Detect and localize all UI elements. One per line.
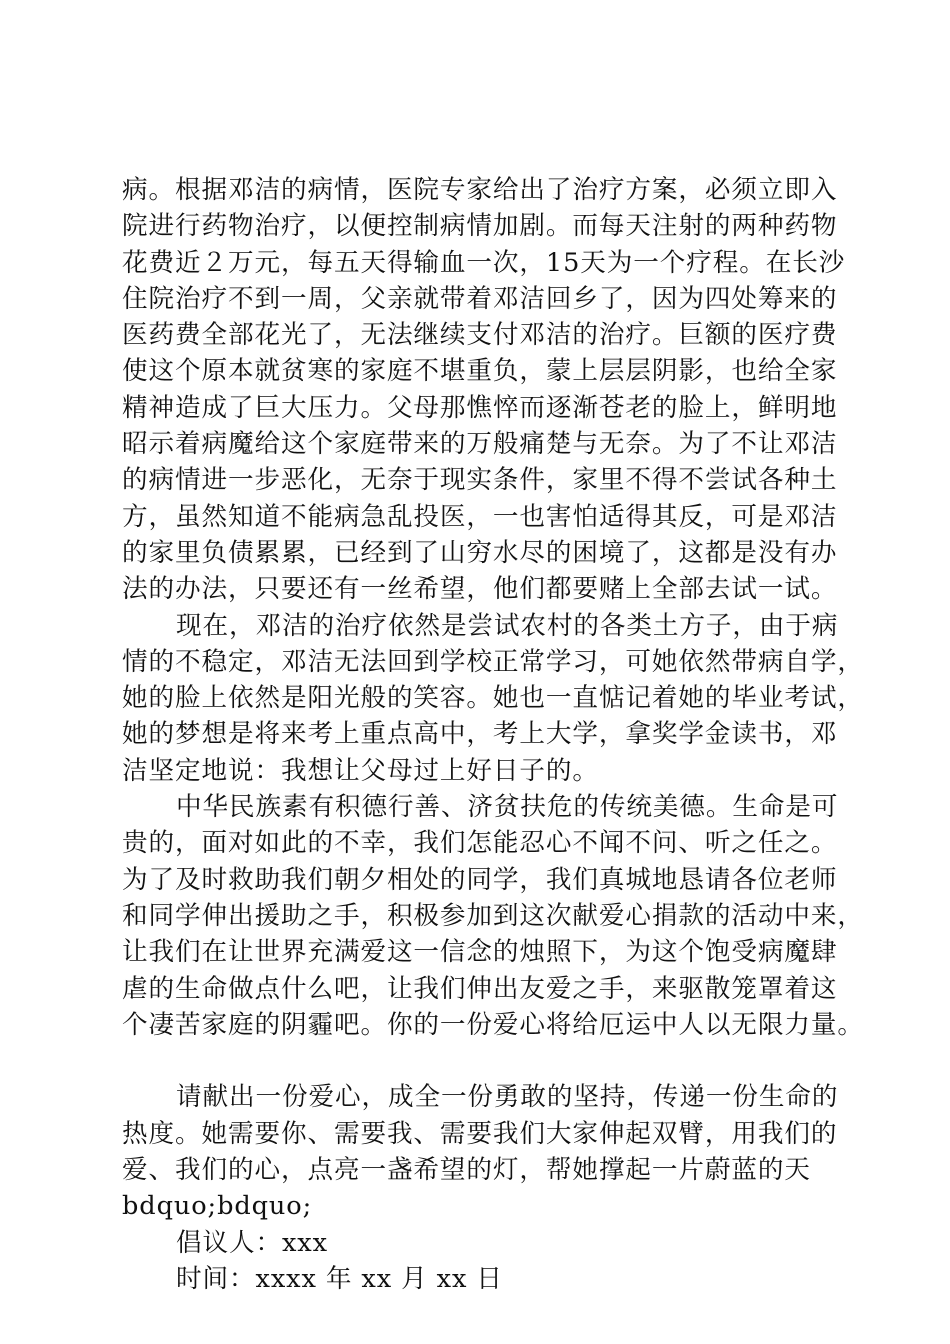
text-line: 热度。她需要你、需要我、需要我们大家伸起双臂，用我们的 <box>122 1118 838 1149</box>
document-body <box>122 172 864 1297</box>
text-line: 昭示着病魔给这个家庭带来的万般痛楚与无奈。为了不让邓洁 <box>122 429 838 460</box>
paragraph-1 <box>122 172 848 608</box>
text-line: 医药费全部花光了，无法继续支付邓洁的治疗。巨额的医疗费 <box>122 320 838 351</box>
text-line: 方，虽然知道不能病急乱投医，一也害怕适得其反，可是邓洁 <box>122 501 838 532</box>
paragraph-2 <box>122 608 864 789</box>
paragraph-3 <box>122 789 864 1043</box>
text-line: 住院治疗不到一周，父亲就带着邓洁回乡了，因为四处筹来的 <box>122 283 838 314</box>
text-line: 法的办法，只要还有一丝希望，他们都要赌上全部去试一试。 <box>122 574 838 605</box>
text-line: 使这个原本就贫寒的家庭不堪重负，蒙上层层阴影，也给全家 <box>122 356 838 387</box>
text-line: 花费近２万元，每五天得输血一次，15天为一个疗程。在长沙 <box>122 247 846 278</box>
text-line: 为了及时救助我们朝夕相处的同学，我们真城地恳请各位老师 <box>122 864 838 895</box>
text-line: 洁坚定地说：我想让父母过上好日子的。 <box>122 755 599 786</box>
text-line: 个凄苦家庭的阴霾吧。你的一份爱心将给厄运中人以无限力量。 <box>122 1009 864 1040</box>
text-line: 精神造成了巨大压力。父母那憔悴而逐渐苍老的脸上，鲜明地 <box>122 392 838 423</box>
text-line: bdquo;bdquo; <box>122 1191 313 1222</box>
text-line: 爱、我们的心，点亮一盏希望的灯，帮她撑起一片蔚蓝的天 <box>122 1155 811 1186</box>
text-line: 请献出一份爱心，成全一份勇敢的坚持，传递一份生命的 <box>176 1082 839 1113</box>
text-line: 院进行药物治疗，以便控制病情加剧。而每天注射的两种药物 <box>122 211 838 242</box>
text-line: 虐的生命做点什么吧，让我们伸出友爱之手，来驱散笼罩着这 <box>122 973 838 1004</box>
text-line: 现在，邓洁的治疗依然是尝试农村的各类土方子，由于病 <box>176 610 839 641</box>
text-line: 病。根据邓洁的病情，医院专家给出了治疗方案，必须立即入 <box>122 175 838 205</box>
text-line: 和同学伸出援助之手，积极参加到这次献爱心捐款的活动中来， <box>122 900 864 931</box>
text-line: 她的梦想是将来考上重点高中，考上大学，拿奖学金读书，邓 <box>122 719 838 750</box>
text-line: 中华民族素有积德行善、济贫扶危的传统美德。生命是可 <box>176 792 839 823</box>
text-line: 她的脸上依然是阳光般的笑容。她也一直惦记着她的毕业考试， <box>122 683 864 714</box>
text-line: 情的不稳定，邓洁无法回到学校正常学习，可她依然带病自学， <box>122 646 864 677</box>
initiator-line: 倡议人：xxx <box>176 1227 328 1258</box>
text-line: 的家里负债累累，已经到了山穷水尽的困境了，这都是没有办 <box>122 537 838 568</box>
text-line: 的病情进一步恶化，无奈于现实条件，家里不得不尝试各种土 <box>122 465 838 496</box>
text-line: 让我们在让世界充满爱这一信念的烛照下，为这个饱受病魔肆 <box>122 937 838 968</box>
date-line: 时间：xxxx 年 xx 月 xx 日 <box>176 1263 503 1294</box>
text-line: 贵的，面对如此的不幸，我们怎能忍心不闻不问、听之任之。 <box>122 828 838 859</box>
paragraph-spacer <box>122 1043 848 1079</box>
signature-block <box>122 1225 848 1298</box>
paragraph-4 <box>122 1079 848 1224</box>
